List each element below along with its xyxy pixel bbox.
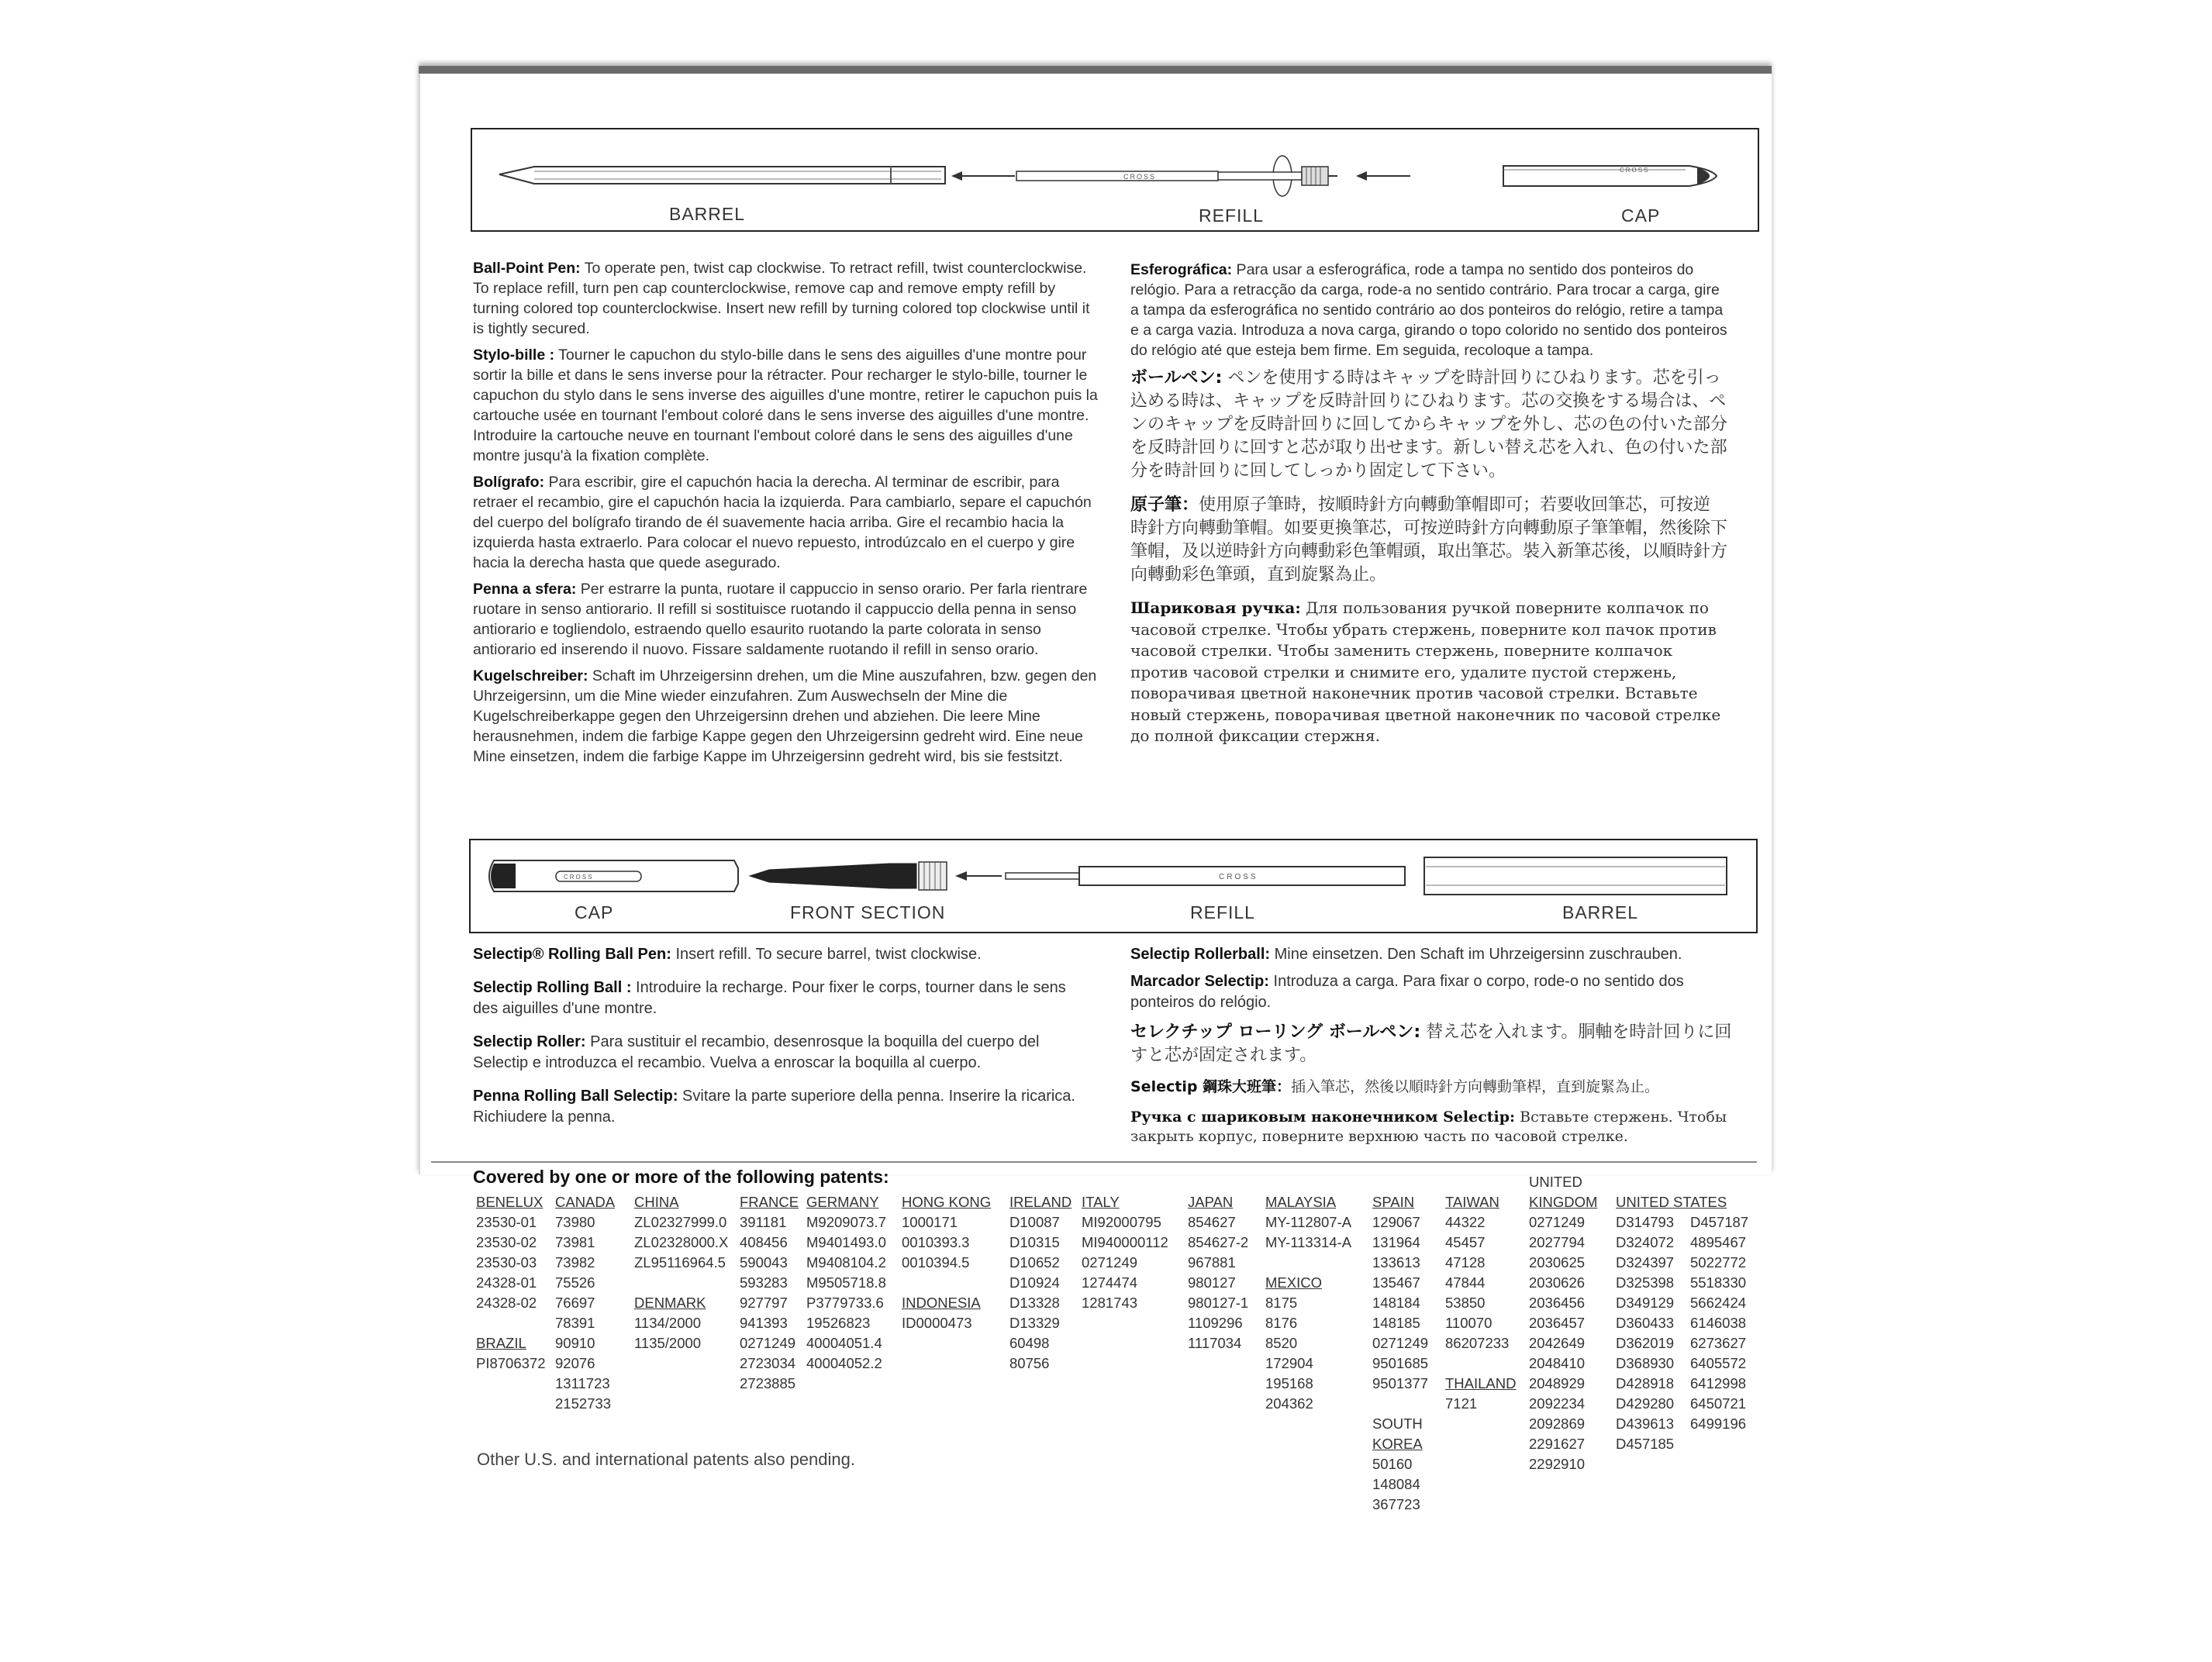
instruction-text: To operate pen, twist cap clockwise. To retract refill, twist counterclockwise. To replace refill, turn pen cap counterclockwise, remove cap and remove empty refill by turning colored top counterclockwise. Insert new refill by turning colored top clockwise until it is tightly secured. [473, 260, 1090, 337]
patent-country: CHINA [634, 1194, 679, 1210]
patent-number: MI940000112 [1082, 1234, 1168, 1250]
instruction-text: Introduire la recharge. Pour fixer le corps, tourner dans le sens des aiguilles d'une montre. [473, 979, 1066, 1017]
patent-number: PI8706372 [476, 1355, 546, 1371]
patent-number: 75526 [555, 1274, 595, 1291]
patent-number: 47844 [1445, 1274, 1486, 1291]
patent-number: 2027794 [1529, 1234, 1586, 1250]
patent-number: D10087 [1009, 1214, 1060, 1230]
patent-number: 2723885 [740, 1375, 796, 1391]
patent-number: 23530-02 [476, 1234, 537, 1250]
patent-number: 1134/2000 [634, 1315, 702, 1331]
patent-column [1445, 1192, 1517, 1414]
patent-number: 1274474 [1082, 1274, 1138, 1291]
patent-number: 0271249 [740, 1335, 796, 1351]
patent-number: 60498 [1009, 1335, 1050, 1351]
patent-number: 129067 [1372, 1214, 1420, 1230]
refill-imprint: CROSS [1123, 173, 1157, 181]
patent-number: 6273627 [1690, 1335, 1747, 1351]
patent-number: M9408104.2 [806, 1254, 886, 1271]
instruction-title: ボールペン: [1130, 368, 1223, 388]
patent-number: 195168 [1265, 1375, 1313, 1391]
patent-number: 80756 [1009, 1355, 1050, 1371]
patent-column [476, 1192, 546, 1374]
instruction-title: Ручка с шариковым наконечником Selectip: [1130, 1109, 1516, 1126]
section-divider [431, 1161, 1757, 1163]
patent-number: 2152733 [555, 1395, 612, 1412]
patent-number: 1281743 [1082, 1295, 1138, 1311]
patent-number: 9501685 [1372, 1355, 1429, 1371]
patent-number: 0271249 [1372, 1335, 1429, 1351]
patent-country: GERMANY [806, 1194, 879, 1210]
patent-number: 131964 [1372, 1234, 1420, 1250]
spacer [1265, 1253, 1351, 1273]
patent-number: M9209073.7 [806, 1214, 886, 1230]
patent-number: 78391 [555, 1315, 595, 1331]
spacer [634, 1273, 728, 1293]
patent-number: 854627-2 [1188, 1234, 1249, 1250]
patent-number: 204362 [1265, 1395, 1313, 1412]
instruction-title: セレクチップ ローリング ボールペン: [1130, 1022, 1421, 1042]
patent-number: P3779733.6 [806, 1295, 884, 1311]
patent-number: ZL95116964.5 [634, 1254, 726, 1271]
patent-country: INDONESIA [902, 1295, 981, 1311]
patent-number: 73982 [555, 1254, 595, 1271]
instruction-text: Вставьте стержень. Чтобы закрыть корпус, поверните верхнюю часть по часовой стрелке. [1130, 1109, 1727, 1145]
instruction-text: Introduza a carga. Para fixar o corpo, rode-o no sentido dos ponteiros do relógio. [1130, 973, 1684, 1011]
instruction-title: Selectip 鋼珠大班筆： [1130, 1078, 1292, 1095]
patent-number: D362019 [1616, 1335, 1675, 1351]
instruction-title: Ball-Point Pen: [473, 260, 581, 277]
patent-number: 24328-02 [476, 1295, 537, 1311]
patent-number: 73980 [555, 1214, 595, 1230]
selectip-diagram [469, 839, 1758, 933]
selectip-zh [1130, 1075, 1743, 1098]
selectip-en [473, 944, 1085, 965]
cap-label: CAP [575, 902, 614, 922]
barrel-label: BARREL [1562, 902, 1639, 922]
instruction-ru [1130, 598, 1727, 747]
selectip-instructions-left [473, 944, 1085, 1134]
patent-number: 2036456 [1529, 1295, 1586, 1311]
instruction-text: Insert refill. To secure barrel, twist clockwise. [671, 946, 982, 963]
spacer [902, 1273, 991, 1293]
instruction-title: Stylo-bille : [473, 347, 555, 364]
patent-column [1690, 1192, 1748, 1434]
patent-number: 941393 [740, 1315, 788, 1331]
patent-country: ITALY [1082, 1194, 1120, 1210]
patent-number: MY-112807-A [1265, 1214, 1352, 1230]
patent-number: D368930 [1616, 1355, 1675, 1371]
patent-number: 135467 [1372, 1274, 1420, 1291]
patent-number: 40004051.4 [806, 1335, 882, 1351]
patent-column [1082, 1192, 1168, 1313]
instruction-it [473, 579, 1101, 660]
patent-number: 6146038 [1690, 1315, 1747, 1331]
ballpoint-pen-illustration [472, 129, 1758, 230]
patent-number: 5662424 [1690, 1295, 1747, 1311]
instruction-text: Svitare la parte superiore della penna. Inserire la ricarica. Richiudere la penna. [473, 1088, 1075, 1126]
patent-number: 2092234 [1529, 1395, 1586, 1412]
patent-number: M9401493.0 [806, 1234, 886, 1250]
ballpoint-instructions-right [1130, 260, 1727, 753]
instruction-text: ペンを使用する時はキャップを時計回りにひねります。芯を引っ込める時は、キャップを反時計回りにひねります。芯の交換をする場合は、ペンのキャップを反時計回りに回してからキャップを外し、芯の色の付いた部分を反時計回りに回すと芯が取り出せます。新しい替え芯を入れ、色の付いた部分を時計回りに回してしっかり固定して下さい。 [1130, 368, 1728, 481]
patent-number: 5022772 [1690, 1254, 1747, 1271]
patent-number: 53850 [1445, 1295, 1486, 1311]
patent-number: 76697 [555, 1295, 595, 1311]
patent-number: 40004052.2 [806, 1355, 882, 1371]
patent-country: BRAZIL [476, 1335, 526, 1351]
instruction-title: Selectip Rolling Ball : [473, 979, 632, 996]
instruction-ja [1130, 367, 1727, 483]
patent-number: 23530-01 [476, 1214, 537, 1230]
patent-country: BENELUX [476, 1194, 544, 1210]
patent-number: 47128 [1445, 1254, 1486, 1271]
instruction-fr [473, 345, 1101, 466]
patent-number: D10924 [1009, 1274, 1060, 1291]
patent-country: TAIWAN [1445, 1194, 1499, 1210]
patent-country: THAILAND [1445, 1375, 1517, 1391]
patent-country: IRELAND [1009, 1194, 1072, 1210]
patent-number: D457185 [1616, 1436, 1675, 1452]
patent-number: D428918 [1616, 1375, 1675, 1391]
instruction-text: 替え芯を入れます。胴軸を時計回りに回すと芯が固定されます。 [1130, 1022, 1732, 1065]
instruction-title: Bolígrafo: [473, 474, 545, 491]
selectip-de [1130, 944, 1743, 965]
patent-number: SOUTH [1372, 1415, 1423, 1432]
instruction-title: Selectip Rollerball: [1130, 946, 1271, 963]
instruction-de [473, 666, 1101, 767]
patent-number: 6499196 [1690, 1415, 1747, 1432]
selectip-ru [1130, 1108, 1743, 1147]
patent-number: 90910 [555, 1335, 595, 1351]
patent-number: D10315 [1009, 1234, 1060, 1250]
patent-number: 9501377 [1372, 1375, 1429, 1391]
front-section-label: FRONT SECTION [790, 902, 946, 922]
spacer [1445, 1353, 1517, 1374]
patent-number: 391181 [740, 1214, 787, 1230]
patent-number: MY-113314-A [1265, 1234, 1352, 1250]
instruction-title: Kugelschreiber: [473, 667, 588, 684]
selectip-es [473, 1032, 1085, 1074]
patent-number: 590043 [740, 1254, 788, 1271]
instruction-en [473, 258, 1101, 339]
patent-number: 980127-1 [1188, 1295, 1249, 1311]
patent-country: DENMARK [634, 1295, 706, 1311]
patent-country: KINGDOM [1529, 1194, 1598, 1210]
instruction-text: 插入筆芯，然後以順時針方向轉動筆桿，直到旋緊為止。 [1291, 1078, 1660, 1095]
patent-number: D324072 [1616, 1234, 1675, 1250]
patent-number: 6450721 [1690, 1395, 1747, 1412]
patent-number: 0271249 [1529, 1214, 1586, 1230]
patent-number: 1000171 [902, 1214, 958, 1230]
patent-number: D10652 [1009, 1254, 1060, 1271]
patent-number: 2048410 [1529, 1355, 1586, 1371]
patent-number: 0010393.3 [902, 1234, 970, 1250]
patents-pending-note: Other U.S. and international patents also pending. [477, 1450, 855, 1469]
patent-number: 2030625 [1529, 1254, 1586, 1271]
patent-country: UNITED STATES [1616, 1194, 1727, 1210]
patent-number: D429280 [1616, 1395, 1675, 1412]
patent-number: D13328 [1009, 1295, 1060, 1311]
patent-number: D325398 [1616, 1274, 1675, 1291]
instruction-text: 使用原子筆時，按順時針方向轉動筆帽即可；若要收回筆芯，可按逆時針方向轉動筆帽。如要更換筆芯，可按逆時針方向轉動原子筆筆帽，然後除下筆帽，及以逆時針方向轉動彩色筆帽頭，取出筆芯。裝入新筆芯後，以順時針方向轉動彩色筆頭，直到旋緊為止。 [1130, 495, 1728, 584]
spacer [1690, 1192, 1748, 1212]
selectip-it [473, 1086, 1085, 1128]
instruction-text: Mine einsetzen. Den Schaft im Uhrzeigersinn zuschrauben. [1270, 946, 1682, 963]
patent-number: 980127 [1188, 1274, 1236, 1291]
patent-country: KOREA [1372, 1436, 1423, 1452]
instruction-zh [1130, 494, 1727, 587]
patent-number: 2292910 [1529, 1456, 1586, 1472]
patent-number: 2291627 [1529, 1436, 1586, 1452]
patent-number: ZL02328000.X [634, 1234, 729, 1250]
patent-number: 148185 [1372, 1315, 1420, 1331]
instruction-title: Шариковая ручка: [1130, 598, 1301, 617]
barrel-label: BARREL [669, 204, 746, 224]
instruction-title: Marcador Selectip: [1130, 973, 1269, 990]
patents-title: Covered by one or more of the following patents: [473, 1167, 889, 1187]
instruction-es [473, 472, 1101, 573]
refill-label: REFILL [1190, 902, 1255, 922]
patent-number: 408456 [740, 1234, 788, 1250]
patent-number: 8520 [1265, 1335, 1298, 1351]
patent-number: D13329 [1009, 1315, 1060, 1331]
instruction-title: 原子筆： [1130, 495, 1199, 515]
instruction-text: Para usar a esferográfica, rode a tampa no sentido dos ponteiros do relógio. Para a retracção da carga, rode-a no sentido contrário. Para trocar a carga, gire a tampa da esferográfica no sentido contrário ao dos ponteiros do relógio, retire a tampa e a carga vazia. Introduza a nova carga, girando o topo colorido no sentido dos ponteiros do relógio até que esteja bem firme. Em seguida, recoloque a tampa. [1130, 261, 1727, 359]
instruction-title: Penna a sfera: [473, 581, 577, 598]
patent-country: CANADA [555, 1194, 616, 1210]
patent-number: 148184 [1372, 1295, 1420, 1311]
patent-number: 1109296 [1188, 1315, 1243, 1331]
patent-number: M9505718.8 [806, 1274, 886, 1291]
patent-number: 2048929 [1529, 1375, 1586, 1391]
patent-column [555, 1192, 615, 1414]
patent-number: ID0000473 [902, 1315, 972, 1331]
patent-number: D439613 [1616, 1415, 1675, 1432]
patent-number: 1117034 [1188, 1335, 1242, 1351]
patent-column [740, 1192, 799, 1394]
patent-number: 0010394.5 [902, 1254, 970, 1271]
patent-number: 1311723 [555, 1375, 610, 1391]
patent-number: 7121 [1445, 1395, 1478, 1412]
patent-country: FRANCE [740, 1194, 799, 1210]
cap-imprint: CROSS [564, 874, 594, 881]
patent-number: 110070 [1445, 1315, 1492, 1331]
patent-column [806, 1192, 886, 1374]
patent-number: 1135/2000 [634, 1335, 702, 1351]
patent-number: 4895467 [1690, 1234, 1747, 1250]
instruction-title: Penna Rolling Ball Selectip: [473, 1088, 678, 1105]
patent-number: 593283 [740, 1274, 788, 1291]
patent-number: 50160 [1372, 1456, 1413, 1472]
patent-number: 19526823 [806, 1315, 871, 1331]
patent-number: 44322 [1445, 1214, 1486, 1230]
patent-number: 927797 [740, 1295, 788, 1311]
instruction-title: Selectip Roller: [473, 1033, 586, 1050]
patent-number: 6412998 [1690, 1375, 1747, 1391]
patent-number: MI92000795 [1082, 1214, 1161, 1230]
cap-imprint: CROSS [1620, 167, 1650, 174]
patent-country: JAPAN [1188, 1194, 1234, 1210]
patent-number: 2042649 [1529, 1335, 1586, 1351]
refill-label: REFILL [1199, 205, 1264, 226]
patent-number: D457187 [1690, 1214, 1749, 1230]
patent-number: 2723034 [740, 1355, 796, 1371]
ballpoint-diagram [471, 128, 1759, 232]
spacer [1372, 1394, 1428, 1414]
patent-column [902, 1192, 991, 1333]
cap-label: CAP [1621, 205, 1661, 226]
patent-number: UNITED [1529, 1174, 1582, 1190]
patent-number: 2092869 [1529, 1415, 1586, 1432]
selectip-instructions-right [1130, 944, 1743, 1153]
patent-number: D324397 [1616, 1254, 1675, 1271]
instruction-title: Esferográfica: [1130, 261, 1233, 278]
patent-number: 172904 [1265, 1355, 1313, 1371]
instruction-text: Schaft im Uhrzeigersinn drehen, um die Mine auszufahren, bzw. gegen den Uhrzeigersinn, um die Mine wieder einzufahren. Zum Auswechseln der Mine die Kugelschreiberkappe gegen den Uhrzeigersinn drehen und abziehen. Die leere Mine herausnehmen, indem die farbige Kappe gegen den Uhrzeigersinn gedreht wird. Eine neue Mine einsetzen, indem die farbige Kappe im Uhrzeigersinn gedreht wird, bis sie festsitzt. [473, 667, 1097, 765]
patent-column [1372, 1192, 1428, 1515]
instruction-text: Para sustituir el recambio, desenrosque la boquilla del cuerpo del Selectip e introduzca el recambio. Vuelva a enroscar la boquilla al cuerpo. [473, 1033, 1040, 1071]
patent-number: D349129 [1616, 1295, 1675, 1311]
patent-number: 0271249 [1082, 1254, 1138, 1271]
patent-country: HONG KONG [902, 1194, 992, 1210]
patent-column [1265, 1192, 1351, 1414]
patent-number: 367723 [1372, 1496, 1420, 1512]
patent-number: 8175 [1265, 1295, 1298, 1311]
patent-number: 23530-03 [476, 1254, 537, 1271]
selectip-ja [1130, 1021, 1743, 1067]
instruction-title: Selectip® Rolling Ball Pen: [473, 946, 671, 963]
patent-number: 8176 [1265, 1315, 1298, 1331]
patent-number: 2030626 [1529, 1274, 1586, 1291]
patent-number: 92076 [555, 1355, 595, 1371]
patent-number: 45457 [1445, 1234, 1486, 1250]
ballpoint-instructions-left [473, 258, 1101, 773]
patent-number: ZL02327999.0 [634, 1214, 727, 1230]
instruction-pt [1130, 260, 1727, 360]
spacer [476, 1313, 546, 1333]
refill-imprint: CROSS [1219, 873, 1258, 881]
patent-country: SPAIN [1372, 1194, 1415, 1210]
patent-number: 148084 [1372, 1476, 1420, 1492]
patent-number: D314793 [1616, 1214, 1675, 1230]
patent-column [1529, 1172, 1597, 1474]
instruction-text: Para escribir, gire el capuchón hacia la derecha. Al terminar de escribir, para retraer el recambio, gire el capuchón hacia la izquierda. Para cambiarlo, separe el capuchón del cuerpo del bolígrafo tirando de él suavemente hacia arriba. Gire el recambio hacia la izquierda hasta extraerlo. Para colocar el nuevo repuesto, introdúzcalo en el cuerpo y gire hacia la derecha hasta que quede asegurado. [473, 474, 1092, 571]
patent-number: 6405572 [1690, 1355, 1747, 1371]
patent-number: 24328-01 [476, 1274, 537, 1291]
patent-number: 73981 [555, 1234, 595, 1250]
patent-column [1009, 1192, 1071, 1374]
patent-number: 133613 [1372, 1254, 1420, 1271]
patent-country: MALAYSIA [1265, 1194, 1337, 1210]
instruction-text: Per estrarre la punta, ruotare il cappuccio in senso orario. Per farla rientrare ruotare in senso antiorario. Il refill si sostituisce ruotando il cappuccio della penna in senso antiorario e togliendolo, estraendo quello esaurito ruotando la parte colorata in senso antiorario ed inserendo il nuovo. Fissare saldamente ruotando il refill in senso orario. [473, 581, 1088, 658]
patent-number: 967881 [1188, 1254, 1236, 1271]
instruction-text: Tourner le capuchon du stylo-bille dans le sens des aiguilles d'une montre pour sortir la bille et dans le sens inverse pour la rétracter. Pour recharger le stylo-bille, tourner le capuchon du stylo dans le sens inverse des aiguilles d'une montre, retirer le capuchon puis la cartouche usée en tournant l'embout coloré dans le sens inverse des aiguilles d'une montre. Introduire la cartouche neuve en tournant l'embout coloré dans le sens des aiguilles d'une montre jusqu'à la fixation complète. [473, 347, 1098, 464]
patent-number: 86207233 [1445, 1335, 1510, 1351]
selectip-pt [1130, 971, 1743, 1013]
patent-column [634, 1192, 728, 1353]
patent-number: 2036457 [1529, 1315, 1586, 1331]
patent-column [1188, 1192, 1248, 1353]
instruction-text: Для пользования ручкой поверните колпачок по часовой стрелке. Чтобы убрать стержень, поверните кол пачок против часовой стрелки. Чтобы заменить стержень, поверните колпачок против часовой стрелки и снимите его, удалите пустой стержень, поворачивая цветной наконечник против часовой стрелки. Вставьте новый стержень, поворачивая цветной наконечник по часовой стрелке до полной фиксации стержня. [1130, 598, 1721, 745]
patent-country: MEXICO [1265, 1274, 1322, 1291]
selectip-fr [473, 978, 1085, 1019]
patent-number: D360433 [1616, 1315, 1675, 1331]
patent-number: 854627 [1188, 1214, 1236, 1230]
patent-number: 5518330 [1690, 1274, 1747, 1291]
